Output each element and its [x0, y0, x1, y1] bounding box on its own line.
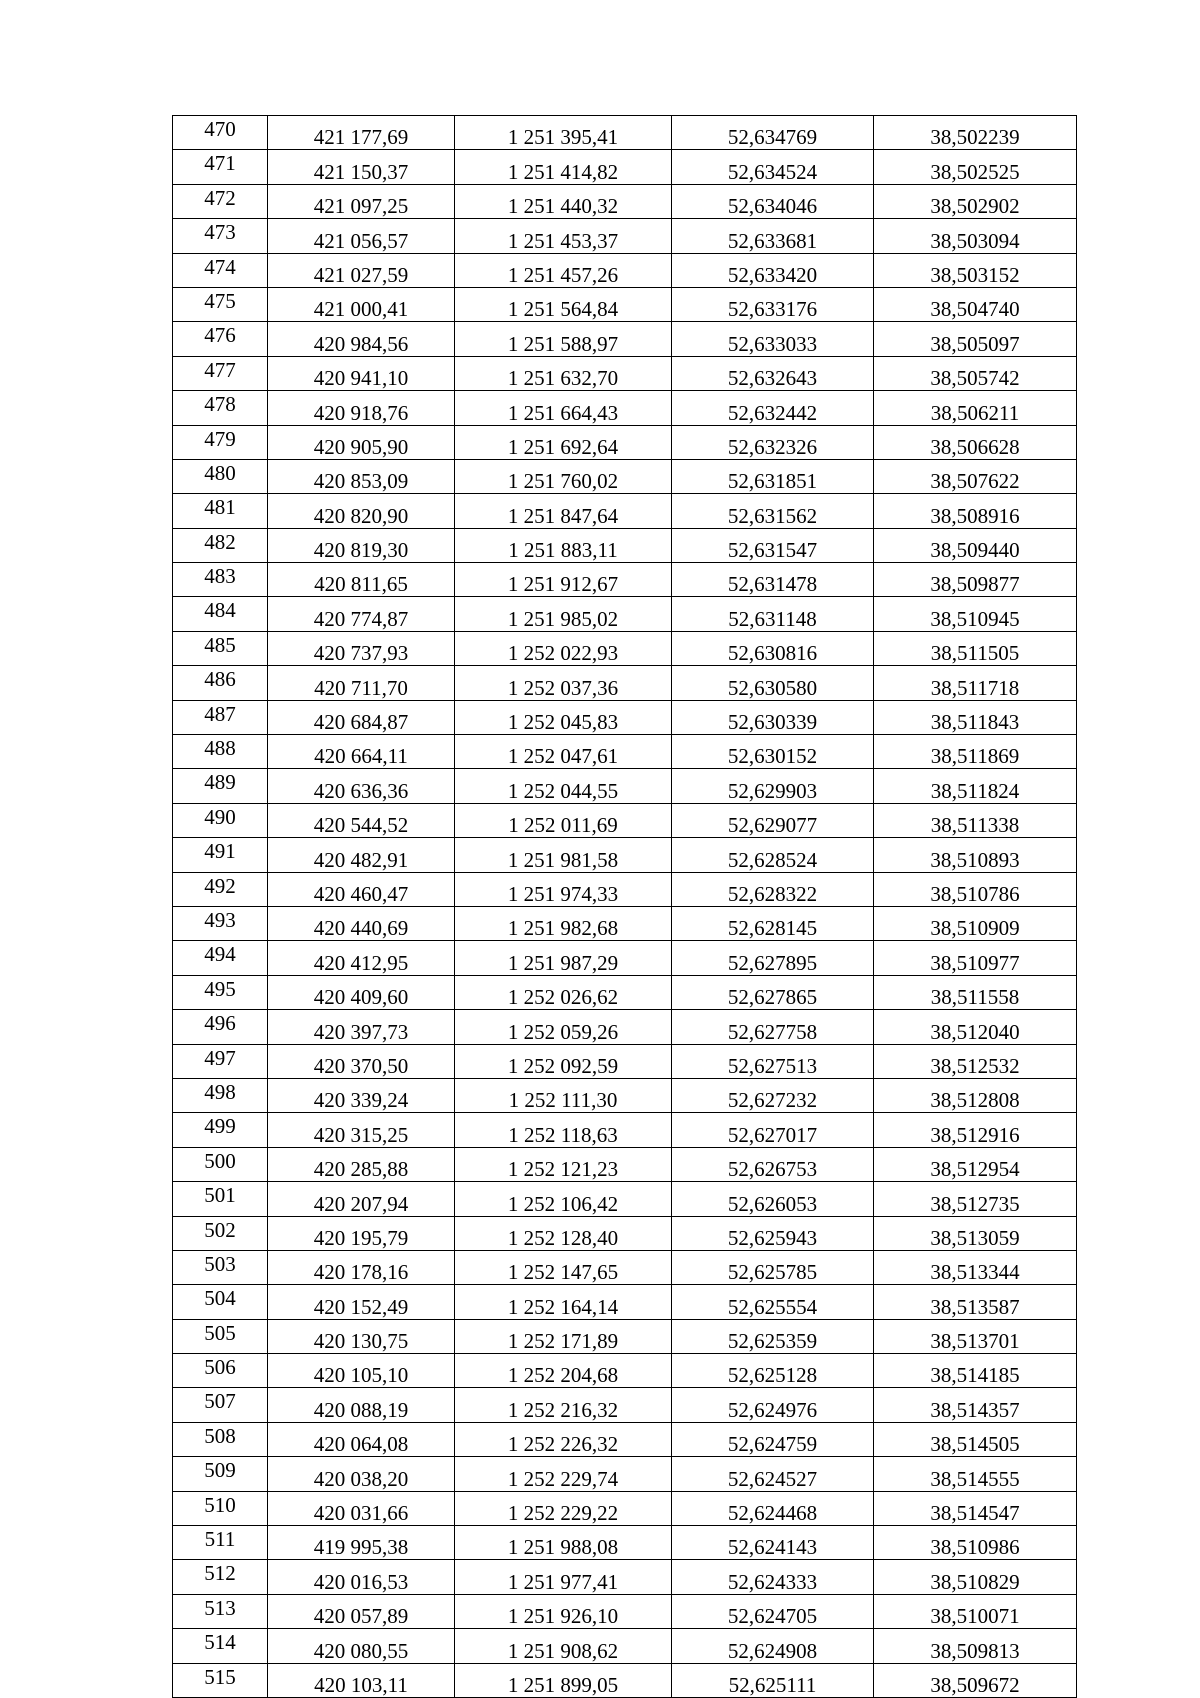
x-coordinate-cell: 420 152,49 [268, 1285, 455, 1319]
y-coordinate-cell: 1 252 047,61 [455, 735, 672, 769]
table-row [173, 1216, 1077, 1250]
longitude-cell: 38,502239 [874, 116, 1077, 150]
latitude-cell: 52,624976 [672, 1388, 874, 1422]
longitude-cell: 38,511718 [874, 666, 1077, 700]
y-coordinate-cell: 1 251 912,67 [455, 563, 672, 597]
y-coordinate-cell: 1 252 118,63 [455, 1113, 672, 1147]
latitude-cell: 52,634769 [672, 116, 874, 150]
longitude-cell: 38,513344 [874, 1250, 1077, 1284]
table-row [173, 838, 1077, 872]
table-row [173, 1526, 1077, 1560]
longitude-cell: 38,512532 [874, 1044, 1077, 1078]
table-row [173, 391, 1077, 425]
longitude-cell: 38,512916 [874, 1113, 1077, 1147]
point-number-cell: 515 [173, 1663, 268, 1697]
table-row [173, 1078, 1077, 1112]
point-number-cell: 506 [173, 1354, 268, 1388]
table-row [173, 1457, 1077, 1491]
latitude-cell: 52,627232 [672, 1078, 874, 1112]
table-row [173, 150, 1077, 184]
latitude-cell: 52,625943 [672, 1216, 874, 1250]
latitude-cell: 52,630339 [672, 700, 874, 734]
y-coordinate-cell: 1 252 045,83 [455, 700, 672, 734]
latitude-cell: 52,628145 [672, 906, 874, 940]
table-row [173, 563, 1077, 597]
point-number-cell: 512 [173, 1560, 268, 1594]
point-number-cell: 474 [173, 253, 268, 287]
point-number-cell: 514 [173, 1629, 268, 1663]
y-coordinate-cell: 1 252 204,68 [455, 1354, 672, 1388]
table-row [173, 1388, 1077, 1422]
table-row [173, 1113, 1077, 1147]
longitude-cell: 38,504740 [874, 287, 1077, 321]
table-row [173, 287, 1077, 321]
x-coordinate-cell: 420 038,20 [268, 1457, 455, 1491]
latitude-cell: 52,624908 [672, 1629, 874, 1663]
longitude-cell: 38,509440 [874, 528, 1077, 562]
x-coordinate-cell: 420 105,10 [268, 1354, 455, 1388]
point-number-cell: 513 [173, 1594, 268, 1628]
latitude-cell: 52,629903 [672, 769, 874, 803]
point-number-cell: 499 [173, 1113, 268, 1147]
point-number-cell: 508 [173, 1422, 268, 1456]
y-coordinate-cell: 1 251 987,29 [455, 941, 672, 975]
latitude-cell: 52,633681 [672, 219, 874, 253]
point-number-cell: 479 [173, 425, 268, 459]
y-coordinate-cell: 1 251 985,02 [455, 597, 672, 631]
table-row [173, 769, 1077, 803]
latitude-cell: 52,628524 [672, 838, 874, 872]
table-row [173, 975, 1077, 1009]
table-row [173, 1594, 1077, 1628]
x-coordinate-cell: 420 820,90 [268, 494, 455, 528]
point-number-cell: 492 [173, 872, 268, 906]
x-coordinate-cell: 420 130,75 [268, 1319, 455, 1353]
longitude-cell: 38,509672 [874, 1663, 1077, 1697]
latitude-cell: 52,624759 [672, 1422, 874, 1456]
table-row [173, 219, 1077, 253]
y-coordinate-cell: 1 252 092,59 [455, 1044, 672, 1078]
table-row [173, 735, 1077, 769]
point-number-cell: 486 [173, 666, 268, 700]
y-coordinate-cell: 1 251 982,68 [455, 906, 672, 940]
longitude-cell: 38,511824 [874, 769, 1077, 803]
longitude-cell: 38,511505 [874, 631, 1077, 665]
point-number-cell: 498 [173, 1078, 268, 1112]
point-number-cell: 491 [173, 838, 268, 872]
point-number-cell: 503 [173, 1250, 268, 1284]
x-coordinate-cell: 420 711,70 [268, 666, 455, 700]
x-coordinate-cell: 420 178,16 [268, 1250, 455, 1284]
x-coordinate-cell: 420 905,90 [268, 425, 455, 459]
y-coordinate-cell: 1 252 229,22 [455, 1491, 672, 1525]
y-coordinate-cell: 1 251 414,82 [455, 150, 672, 184]
longitude-cell: 38,511843 [874, 700, 1077, 734]
point-number-cell: 507 [173, 1388, 268, 1422]
x-coordinate-cell: 420 397,73 [268, 1010, 455, 1044]
point-number-cell: 494 [173, 941, 268, 975]
table-row [173, 666, 1077, 700]
y-coordinate-cell: 1 252 229,74 [455, 1457, 672, 1491]
table-row [173, 116, 1077, 150]
x-coordinate-cell: 420 853,09 [268, 459, 455, 493]
point-number-cell: 501 [173, 1182, 268, 1216]
x-coordinate-cell: 419 995,38 [268, 1526, 455, 1560]
latitude-cell: 52,631148 [672, 597, 874, 631]
x-coordinate-cell: 420 064,08 [268, 1422, 455, 1456]
longitude-cell: 38,506628 [874, 425, 1077, 459]
x-coordinate-cell: 420 016,53 [268, 1560, 455, 1594]
x-coordinate-cell: 420 684,87 [268, 700, 455, 734]
latitude-cell: 52,633420 [672, 253, 874, 287]
table-row [173, 459, 1077, 493]
table-row [173, 1663, 1077, 1697]
x-coordinate-cell: 420 285,88 [268, 1147, 455, 1181]
y-coordinate-cell: 1 251 847,64 [455, 494, 672, 528]
table-row [173, 631, 1077, 665]
latitude-cell: 52,625128 [672, 1354, 874, 1388]
point-number-cell: 475 [173, 287, 268, 321]
table-row [173, 1560, 1077, 1594]
latitude-cell: 52,634046 [672, 184, 874, 218]
longitude-cell: 38,510829 [874, 1560, 1077, 1594]
latitude-cell: 52,627865 [672, 975, 874, 1009]
table-row [173, 700, 1077, 734]
point-number-cell: 502 [173, 1216, 268, 1250]
longitude-cell: 38,513587 [874, 1285, 1077, 1319]
latitude-cell: 52,632643 [672, 356, 874, 390]
point-number-cell: 488 [173, 735, 268, 769]
table-row [173, 184, 1077, 218]
table-row [173, 1319, 1077, 1353]
point-number-cell: 511 [173, 1526, 268, 1560]
latitude-cell: 52,624333 [672, 1560, 874, 1594]
x-coordinate-cell: 421 097,25 [268, 184, 455, 218]
table-row [173, 425, 1077, 459]
coordinates-table-body [173, 116, 1077, 1698]
latitude-cell: 52,631562 [672, 494, 874, 528]
table-row [173, 1250, 1077, 1284]
table-row [173, 1354, 1077, 1388]
y-coordinate-cell: 1 251 588,97 [455, 322, 672, 356]
table-row [173, 528, 1077, 562]
y-coordinate-cell: 1 251 908,62 [455, 1629, 672, 1663]
table-row [173, 1010, 1077, 1044]
x-coordinate-cell: 420 482,91 [268, 838, 455, 872]
y-coordinate-cell: 1 252 171,89 [455, 1319, 672, 1353]
x-coordinate-cell: 420 941,10 [268, 356, 455, 390]
x-coordinate-cell: 421 150,37 [268, 150, 455, 184]
longitude-cell: 38,513701 [874, 1319, 1077, 1353]
table-row [173, 356, 1077, 390]
latitude-cell: 52,624143 [672, 1526, 874, 1560]
x-coordinate-cell: 421 000,41 [268, 287, 455, 321]
x-coordinate-cell: 420 103,11 [268, 1663, 455, 1697]
x-coordinate-cell: 420 918,76 [268, 391, 455, 425]
longitude-cell: 38,503094 [874, 219, 1077, 253]
x-coordinate-cell: 421 177,69 [268, 116, 455, 150]
table-row [173, 906, 1077, 940]
point-number-cell: 484 [173, 597, 268, 631]
table-row [173, 322, 1077, 356]
latitude-cell: 52,633176 [672, 287, 874, 321]
longitude-cell: 38,509877 [874, 563, 1077, 597]
latitude-cell: 52,631478 [672, 563, 874, 597]
longitude-cell: 38,510986 [874, 1526, 1077, 1560]
y-coordinate-cell: 1 252 022,93 [455, 631, 672, 665]
latitude-cell: 52,627895 [672, 941, 874, 975]
y-coordinate-cell: 1 252 106,42 [455, 1182, 672, 1216]
x-coordinate-cell: 420 774,87 [268, 597, 455, 631]
latitude-cell: 52,630816 [672, 631, 874, 665]
y-coordinate-cell: 1 251 977,41 [455, 1560, 672, 1594]
x-coordinate-cell: 420 460,47 [268, 872, 455, 906]
x-coordinate-cell: 420 440,69 [268, 906, 455, 940]
y-coordinate-cell: 1 251 564,84 [455, 287, 672, 321]
point-number-cell: 509 [173, 1457, 268, 1491]
y-coordinate-cell: 1 252 037,36 [455, 666, 672, 700]
table-row [173, 803, 1077, 837]
y-coordinate-cell: 1 252 026,62 [455, 975, 672, 1009]
y-coordinate-cell: 1 251 981,58 [455, 838, 672, 872]
latitude-cell: 52,631547 [672, 528, 874, 562]
y-coordinate-cell: 1 252 226,32 [455, 1422, 672, 1456]
point-number-cell: 500 [173, 1147, 268, 1181]
y-coordinate-cell: 1 252 164,14 [455, 1285, 672, 1319]
x-coordinate-cell: 420 031,66 [268, 1491, 455, 1525]
longitude-cell: 38,505097 [874, 322, 1077, 356]
x-coordinate-cell: 421 056,57 [268, 219, 455, 253]
point-number-cell: 472 [173, 184, 268, 218]
point-number-cell: 497 [173, 1044, 268, 1078]
x-coordinate-cell: 420 057,89 [268, 1594, 455, 1628]
point-number-cell: 473 [173, 219, 268, 253]
latitude-cell: 52,632442 [672, 391, 874, 425]
longitude-cell: 38,512040 [874, 1010, 1077, 1044]
point-number-cell: 490 [173, 803, 268, 837]
y-coordinate-cell: 1 252 216,32 [455, 1388, 672, 1422]
latitude-cell: 52,626753 [672, 1147, 874, 1181]
latitude-cell: 52,631851 [672, 459, 874, 493]
point-number-cell: 505 [173, 1319, 268, 1353]
x-coordinate-cell: 420 819,30 [268, 528, 455, 562]
point-number-cell: 477 [173, 356, 268, 390]
y-coordinate-cell: 1 251 632,70 [455, 356, 672, 390]
latitude-cell: 52,625554 [672, 1285, 874, 1319]
point-number-cell: 487 [173, 700, 268, 734]
point-number-cell: 471 [173, 150, 268, 184]
table-row [173, 1629, 1077, 1663]
table-row [173, 872, 1077, 906]
y-coordinate-cell: 1 251 883,11 [455, 528, 672, 562]
longitude-cell: 38,502902 [874, 184, 1077, 218]
y-coordinate-cell: 1 252 111,30 [455, 1078, 672, 1112]
x-coordinate-cell: 421 027,59 [268, 253, 455, 287]
y-coordinate-cell: 1 251 899,05 [455, 1663, 672, 1697]
latitude-cell: 52,627513 [672, 1044, 874, 1078]
table-row [173, 1491, 1077, 1525]
x-coordinate-cell: 420 984,56 [268, 322, 455, 356]
longitude-cell: 38,510945 [874, 597, 1077, 631]
y-coordinate-cell: 1 251 457,26 [455, 253, 672, 287]
x-coordinate-cell: 420 409,60 [268, 975, 455, 1009]
x-coordinate-cell: 420 195,79 [268, 1216, 455, 1250]
point-number-cell: 483 [173, 563, 268, 597]
table-row [173, 597, 1077, 631]
y-coordinate-cell: 1 251 395,41 [455, 116, 672, 150]
latitude-cell: 52,630580 [672, 666, 874, 700]
y-coordinate-cell: 1 251 926,10 [455, 1594, 672, 1628]
longitude-cell: 38,511869 [874, 735, 1077, 769]
longitude-cell: 38,512954 [874, 1147, 1077, 1181]
longitude-cell: 38,514185 [874, 1354, 1077, 1388]
longitude-cell: 38,503152 [874, 253, 1077, 287]
point-number-cell: 493 [173, 906, 268, 940]
point-number-cell: 482 [173, 528, 268, 562]
point-number-cell: 476 [173, 322, 268, 356]
table-row [173, 1044, 1077, 1078]
longitude-cell: 38,510893 [874, 838, 1077, 872]
latitude-cell: 52,630152 [672, 735, 874, 769]
latitude-cell: 52,625111 [672, 1663, 874, 1697]
latitude-cell: 52,625785 [672, 1250, 874, 1284]
latitude-cell: 52,627758 [672, 1010, 874, 1044]
x-coordinate-cell: 420 544,52 [268, 803, 455, 837]
y-coordinate-cell: 1 252 059,26 [455, 1010, 672, 1044]
longitude-cell: 38,514555 [874, 1457, 1077, 1491]
y-coordinate-cell: 1 251 988,08 [455, 1526, 672, 1560]
point-number-cell: 485 [173, 631, 268, 665]
latitude-cell: 52,624527 [672, 1457, 874, 1491]
latitude-cell: 52,627017 [672, 1113, 874, 1147]
point-number-cell: 495 [173, 975, 268, 1009]
longitude-cell: 38,509813 [874, 1629, 1077, 1663]
y-coordinate-cell: 1 252 044,55 [455, 769, 672, 803]
latitude-cell: 52,628322 [672, 872, 874, 906]
longitude-cell: 38,510909 [874, 906, 1077, 940]
x-coordinate-cell: 420 412,95 [268, 941, 455, 975]
table-row [173, 1422, 1077, 1456]
latitude-cell: 52,633033 [672, 322, 874, 356]
x-coordinate-cell: 420 088,19 [268, 1388, 455, 1422]
longitude-cell: 38,512808 [874, 1078, 1077, 1112]
coordinates-table [172, 115, 1077, 1698]
latitude-cell: 52,626053 [672, 1182, 874, 1216]
point-number-cell: 489 [173, 769, 268, 803]
table-row [173, 1182, 1077, 1216]
latitude-cell: 52,624705 [672, 1594, 874, 1628]
y-coordinate-cell: 1 251 974,33 [455, 872, 672, 906]
x-coordinate-cell: 420 370,50 [268, 1044, 455, 1078]
longitude-cell: 38,511338 [874, 803, 1077, 837]
y-coordinate-cell: 1 252 147,65 [455, 1250, 672, 1284]
x-coordinate-cell: 420 339,24 [268, 1078, 455, 1112]
point-number-cell: 510 [173, 1491, 268, 1525]
point-number-cell: 504 [173, 1285, 268, 1319]
table-row [173, 253, 1077, 287]
y-coordinate-cell: 1 252 128,40 [455, 1216, 672, 1250]
latitude-cell: 52,629077 [672, 803, 874, 837]
table-row [173, 1285, 1077, 1319]
x-coordinate-cell: 420 207,94 [268, 1182, 455, 1216]
point-number-cell: 480 [173, 459, 268, 493]
longitude-cell: 38,510786 [874, 872, 1077, 906]
longitude-cell: 38,514357 [874, 1388, 1077, 1422]
latitude-cell: 52,624468 [672, 1491, 874, 1525]
longitude-cell: 38,507622 [874, 459, 1077, 493]
point-number-cell: 481 [173, 494, 268, 528]
longitude-cell: 38,506211 [874, 391, 1077, 425]
longitude-cell: 38,502525 [874, 150, 1077, 184]
longitude-cell: 38,505742 [874, 356, 1077, 390]
y-coordinate-cell: 1 252 011,69 [455, 803, 672, 837]
x-coordinate-cell: 420 737,93 [268, 631, 455, 665]
longitude-cell: 38,514505 [874, 1422, 1077, 1456]
longitude-cell: 38,508916 [874, 494, 1077, 528]
point-number-cell: 496 [173, 1010, 268, 1044]
y-coordinate-cell: 1 251 760,02 [455, 459, 672, 493]
longitude-cell: 38,511558 [874, 975, 1077, 1009]
x-coordinate-cell: 420 315,25 [268, 1113, 455, 1147]
y-coordinate-cell: 1 251 440,32 [455, 184, 672, 218]
x-coordinate-cell: 420 811,65 [268, 563, 455, 597]
longitude-cell: 38,510071 [874, 1594, 1077, 1628]
x-coordinate-cell: 420 664,11 [268, 735, 455, 769]
latitude-cell: 52,625359 [672, 1319, 874, 1353]
point-number-cell: 478 [173, 391, 268, 425]
point-number-cell: 470 [173, 116, 268, 150]
x-coordinate-cell: 420 080,55 [268, 1629, 455, 1663]
y-coordinate-cell: 1 252 121,23 [455, 1147, 672, 1181]
table-row [173, 941, 1077, 975]
latitude-cell: 52,632326 [672, 425, 874, 459]
longitude-cell: 38,514547 [874, 1491, 1077, 1525]
y-coordinate-cell: 1 251 692,64 [455, 425, 672, 459]
longitude-cell: 38,513059 [874, 1216, 1077, 1250]
table-row [173, 1147, 1077, 1181]
table-row [173, 494, 1077, 528]
y-coordinate-cell: 1 251 453,37 [455, 219, 672, 253]
longitude-cell: 38,512735 [874, 1182, 1077, 1216]
x-coordinate-cell: 420 636,36 [268, 769, 455, 803]
longitude-cell: 38,510977 [874, 941, 1077, 975]
latitude-cell: 52,634524 [672, 150, 874, 184]
y-coordinate-cell: 1 251 664,43 [455, 391, 672, 425]
